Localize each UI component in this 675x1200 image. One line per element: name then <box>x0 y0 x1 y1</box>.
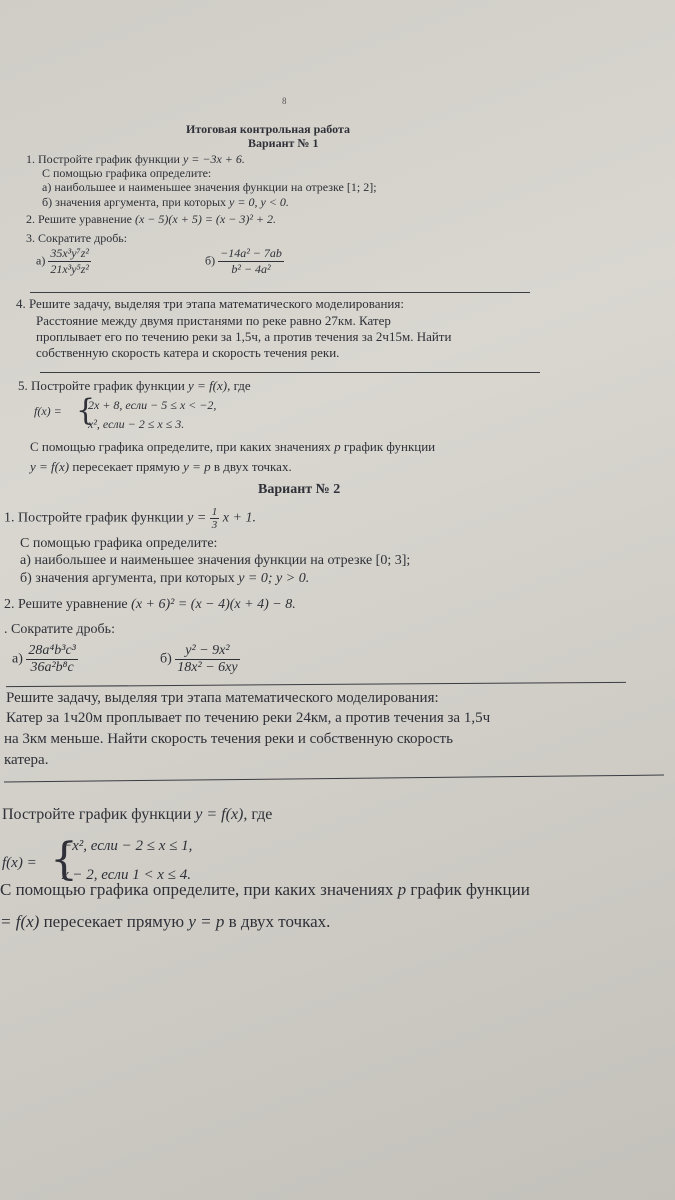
v1-case1: 2x + 8, если − 5 ≤ x < −2, <box>88 398 217 412</box>
document-title: Итоговая контрольная работа <box>186 122 351 136</box>
v1-task1-a: а) наибольшее и наименьшее значения функции на отрезке [1; 2]; <box>42 180 377 194</box>
v1-fraction-b: $\frac{\text{−14a² − 7ab}}{\text{b² − 4a²}}$ <box>220 246 282 276</box>
v1-task1-b: б) значения аргумента, при которых y = 0, y < 0. <box>42 195 289 209</box>
v2-task3: . Сократите дробь: <box>4 622 115 637</box>
v2-task3-a: а) $\frac{\text{28a⁴b³c³}}{\text{36a²b⁸c}}$ <box>12 643 76 675</box>
v1-task2: 2. Решите уравнение (x − 5)(x + 5) = (x − 3)² + 2. <box>26 212 277 226</box>
v2-task5: Постройте график функции y = f(x), где <box>2 806 273 823</box>
separator-line <box>30 292 530 293</box>
v2-fx-label: f(x) = <box>2 855 37 871</box>
v2-task4-line1: Решите задачу, выделяя три этапа математического моделирования: <box>6 690 439 706</box>
brace: { <box>50 834 78 885</box>
v2-task5-line2: = f(x) пересекает прямую y = p в двух точках. <box>0 912 331 931</box>
separator-line <box>40 372 540 373</box>
variant-2-heading: Вариант № 2 <box>258 482 341 497</box>
v1-task4-line2: Расстояние между двумя пристанями по реке равно 27км. Катер <box>36 313 391 328</box>
separator-line <box>4 775 664 783</box>
v1-fraction-a: $\frac{\text{35x³y⁷z²}}{\text{21x³y⁵z²}}$ <box>50 246 90 276</box>
v2-task4-line2: Катер за 1ч20м проплывает по течению реки 24км, а против течения за 1,5ч <box>6 710 491 726</box>
v1-task4-line4: собственную скорость катера и скорость течения реки. <box>36 345 340 360</box>
v2-task1-sub: С помощью графика определите: <box>20 536 218 551</box>
v2-case1: −x², если − 2 ≤ x ≤ 1, <box>62 838 193 854</box>
v2-case2: x − 2, если 1 < x ≤ 4. <box>62 867 191 883</box>
v1-task1-sub: С помощью графика определите: <box>42 166 212 180</box>
v1-task4-line1: 4. Решите задачу, выделяя три этапа математического моделирования: <box>16 296 404 311</box>
v2-task1-a: а) наибольшее и наименьшее значения функции на отрезке [0; 3]; <box>20 553 411 568</box>
v2-fraction-a: $\frac{\text{28a⁴b³c³}}{\text{36a²b⁸c}}$ <box>28 643 76 675</box>
v2-task4-line3: на 3км меньше. Найти скорость течения реки и собственную скорость <box>4 731 453 747</box>
v1-task3-b: б) $\frac{\text{−14a² − 7ab}}{\text{b² − 4a²}}$ <box>205 246 282 276</box>
v2-task4-line4: катера. <box>4 752 49 768</box>
v2-task2: 2. Решите уравнение (x + 6)² = (x − 4)(x + 4) − 8. <box>4 597 296 612</box>
brace: { <box>76 393 96 428</box>
v1-task5-line2: y = f(x) пересекает прямую y = p в двух точках. <box>30 459 292 474</box>
v1-task5-line1: С помощью графика определите, при каких значениях p график функции <box>30 439 436 454</box>
v1-case2: x², если − 2 ≤ x ≤ 3. <box>88 417 185 431</box>
v2-fraction-one-third: $\frac{1}{3}$ <box>211 506 218 531</box>
v1-task3: 3. Сократите дробь: <box>26 231 128 245</box>
v2-fraction-b: $\frac{\text{y² − 9x²}}{\text{18x² − 6xy}}$ <box>177 643 238 675</box>
v1-fx-label: f(x) = <box>34 404 62 418</box>
v2-task5-line1: С помощью графика определите, при каких значениях p график функции <box>0 880 530 899</box>
v1-task1: 1. Постройте график функции y = −3x + 6. <box>26 152 245 166</box>
v1-task3-a: а) $\frac{\text{35x³y⁷z²}}{\text{21x³y⁵z²}}$ <box>36 246 90 276</box>
v1-task4-line3: проплывает его по течению реки за 1,5ч, а против течения за 2ч15м. Найти <box>36 329 452 344</box>
v2-task1: 1. Постройте график функции y = $\frac{1}{3}$ x + 1. <box>4 506 256 531</box>
page-number: 8 <box>282 96 287 106</box>
v1-task5: 5. Постройте график функции y = f(x), где <box>18 378 251 393</box>
variant-1-heading: Вариант № 1 <box>248 136 319 150</box>
separator-line <box>6 682 626 687</box>
v2-task3-b: б) $\frac{\text{y² − 9x²}}{\text{18x² − 6xy}}$ <box>160 643 238 675</box>
v2-task1-b: б) значения аргумента, при которых y = 0; y > 0. <box>20 571 310 586</box>
